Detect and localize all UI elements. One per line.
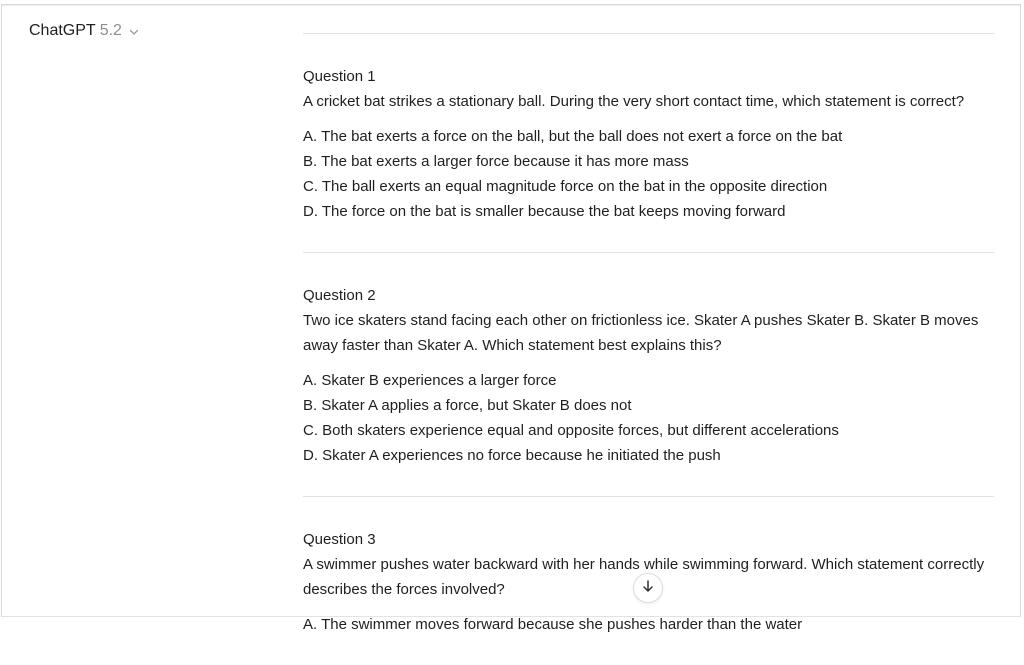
model-version: 5.2 [99,22,122,39]
option-item: A. The bat exerts a force on the ball, but the ball does not exert a force on the bat [303,128,843,145]
option-item: B. The bat exerts a larger force because it has more mass [303,153,689,170]
question-title: Question 1 [303,68,376,85]
option-item: C. The ball exerts an equal magnitude force on the bat in the opposite direction [303,178,828,195]
options-list [303,368,994,468]
message-content [303,33,994,665]
question-text: A swimmer pushes water backward with her hands while swimming forward. Which statement correctly describes the forces involved? [303,556,985,598]
chevron-down-icon [128,25,140,37]
scroll-to-bottom-button[interactable] [633,573,663,603]
question-block [303,34,994,253]
arrow-down-icon [641,579,655,598]
option-item: A. Skater B experiences a larger force [303,372,557,389]
top-divider [2,5,1020,6]
question-text: Two ice skaters stand facing each other on frictionless ice. Skater A pushes Skater B. Skater B moves away faster than Skater A. Which statement best explains this? [303,312,979,354]
option-item: A. The swimmer moves forward because she pushes harder than the water [303,616,803,633]
model-selector[interactable] [29,22,140,40]
option-item: D. Skater A experiences no force because he initiated the push [303,447,721,464]
chat-window [1,4,1021,633]
question-block [303,253,994,497]
options-list [303,124,994,224]
option-item: C. Both skaters experience equal and opposite forces, but different accelerations [303,422,839,439]
question-title: Question 2 [303,287,376,304]
question-title: Question 3 [303,531,376,548]
option-item: B. Skater A applies a force, but Skater B does not [303,397,632,414]
options-list [303,612,994,637]
option-item: D. The force on the bat is smaller because the bat keeps moving forward [303,203,786,220]
question-text: A cricket bat strikes a stationary ball. During the very short contact time, which statement is correct? [303,93,965,110]
model-name: ChatGPT [29,22,96,39]
